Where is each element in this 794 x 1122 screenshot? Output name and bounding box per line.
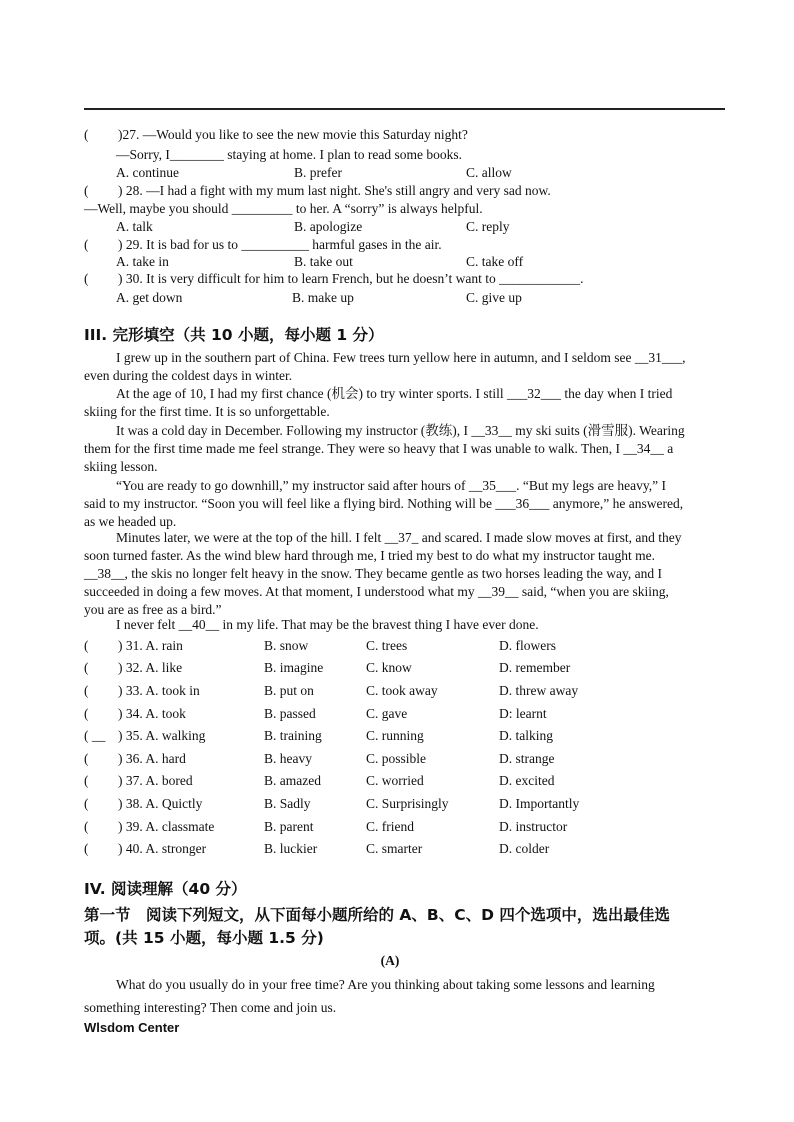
option: B. apologize [294, 219, 363, 234]
cloze-paragraph: Minutes later, we were at the top of the hill. I felt __37_ and scared. I made slow moves at first, and they soon turned faster. As the wind blew hard through me, I tried my best to do what my instructor taught me. __38__, the skis no longer felt heavy in the snow. They became gentle as two horses leading the way, and I succeeded in doing a few moves. At that moment, I understood what my __39__ said, “when you are skiing, you are as free as a bird.” [84, 530, 682, 617]
cloze-option-d: D. colder [499, 841, 550, 856]
cloze-option-d: D. Importantly [499, 796, 580, 811]
cloze-option-d: D: learnt [499, 706, 547, 721]
answer-paren: ( [84, 706, 89, 721]
cloze-option-c: C. gave [366, 706, 408, 721]
answer-paren: ( [84, 819, 89, 834]
cloze-option-d: D. flowers [499, 638, 556, 653]
cloze-paragraph: At the age of 10, I had my first chance (机会) to try winter sports. I still ___32___ the day when I tried skiing for the first time. It is so unforgettable. [84, 386, 673, 419]
cloze-option-d: D. excited [499, 773, 555, 788]
section-4-instruction: 第一节 阅读下列短文，从下面每小题所给的 A、B、C、D 四个选项中，选出最佳选项。(共 15 小题，每小题 1.5 分) [84, 906, 670, 947]
option: A. take in [116, 254, 169, 269]
answer-paren: ( [84, 183, 89, 198]
option: C. take off [466, 254, 524, 269]
answer-paren: ( [84, 796, 89, 811]
question-28-reply: —Well, maybe you should _________ to her. A “sorry” is always helpful. [84, 201, 483, 216]
cloze-option-a: ) 33. A. took in [118, 683, 200, 698]
cloze-option-a: ) 34. A. took [118, 706, 186, 721]
cloze-option-a: ) 32. A. like [118, 660, 183, 675]
cloze-paragraph: It was a cold day in December. Following my instructor (教练), I __33__ my ski suits (滑雪服). Wearing them for the first time made me feel strange. They were so heavy that I was unable to walk. Then, I __34__ a skiing lesson. [84, 423, 685, 474]
question-28-stem: ) 28. —I had a fight with my mum last night. She's still angry and very sad now. [118, 183, 551, 198]
cloze-option-b: B. snow [264, 638, 309, 653]
answer-paren: ( [84, 773, 89, 788]
passage-label: (A) [380, 953, 400, 968]
question-29-stem: ) 29. It is bad for us to __________ harmful gases in the air. [118, 237, 442, 252]
cloze-paragraph: I grew up in the southern part of China. Few trees turn yellow here in autumn, and I seldom see __31___, even during the coldest days in winter. [84, 350, 686, 383]
cloze-option-a: ) 38. A. Quictly [118, 796, 203, 811]
cloze-paragraph: “You are ready to go downhill,” my instructor said after hours of __35___. “But my legs are heavy,” I said to my instructor. “Soon you will feel like a flying bird. Nothing will be ___36___ anymore,” he answered, as we headed up. [84, 478, 684, 529]
option: A. talk [116, 219, 153, 234]
cloze-option-b: B. heavy [264, 751, 312, 766]
cloze-option-d: D. threw away [499, 683, 579, 698]
option: C. allow [466, 165, 512, 180]
center-name: Wlsdom Center [84, 1020, 180, 1035]
cloze-option-d: D. talking [499, 728, 553, 743]
cloze-option-b: B. luckier [264, 841, 318, 856]
answer-paren: ( __ [84, 728, 106, 743]
cloze-option-a: ) 39. A. classmate [118, 819, 215, 834]
option: C. reply [466, 219, 510, 234]
cloze-option-a: ) 37. A. bored [118, 773, 193, 788]
cloze-option-d: D. instructor [499, 819, 568, 834]
question-27-reply: —Sorry, I________ staying at home. I plan to read some books. [116, 147, 462, 162]
cloze-option-c: C. worried [366, 773, 424, 788]
answer-paren: ( [84, 841, 89, 856]
cloze-option-d: D. remember [499, 660, 571, 675]
option: B. prefer [294, 165, 342, 180]
answer-paren: ( [84, 127, 89, 142]
cloze-option-c: C. took away [366, 683, 438, 698]
option: B. take out [294, 254, 353, 269]
section-4-heading: IV. 阅读理解（40 分） [84, 880, 247, 898]
option: B. make up [292, 290, 354, 305]
cloze-option-c: C. running [366, 728, 424, 743]
option: A. continue [116, 165, 179, 180]
answer-paren: ( [84, 660, 89, 675]
cloze-option-b: B. Sadly [264, 796, 311, 811]
cloze-option-a: ) 36. A. hard [118, 751, 186, 766]
cloze-option-b: B. imagine [264, 660, 324, 675]
question-30-stem: ) 30. It is very difficult for him to learn French, but he doesn’t want to ____________. [118, 271, 584, 286]
cloze-option-c: C. know [366, 660, 412, 675]
cloze-option-a: ) 31. A. rain [118, 638, 183, 653]
cloze-option-b: B. put on [264, 683, 314, 698]
answer-paren: ( [84, 751, 89, 766]
option: A. get down [116, 290, 183, 305]
cloze-paragraph: I never felt __40__ in my life. That may be the bravest thing I have ever done. [116, 617, 539, 632]
cloze-option-b: B. passed [264, 706, 316, 721]
cloze-option-b: B. training [264, 728, 322, 743]
cloze-option-a: ) 40. A. stronger [118, 841, 207, 856]
answer-paren: ( [84, 638, 89, 653]
option: C. give up [466, 290, 522, 305]
cloze-option-a: ) 35. A. walking [118, 728, 206, 743]
header-rule [84, 108, 725, 110]
cloze-option-c: C. smarter [366, 841, 423, 856]
answer-paren: ( [84, 683, 89, 698]
cloze-option-c: C. trees [366, 638, 408, 653]
answer-paren: ( [84, 237, 89, 252]
cloze-option-b: B. amazed [264, 773, 321, 788]
cloze-option-d: D. strange [499, 751, 555, 766]
answer-paren: ( [84, 271, 89, 286]
question-27-stem: )27. —Would you like to see the new movie this Saturday night? [118, 127, 468, 142]
cloze-option-b: B. parent [264, 819, 314, 834]
cloze-option-c: C. possible [366, 751, 427, 766]
cloze-option-c: C. Surprisingly [366, 796, 449, 811]
cloze-option-c: C. friend [366, 819, 414, 834]
section-3-heading: III. 完形填空（共 10 小题，每小题 1 分） [84, 326, 384, 344]
passage-intro: What do you usually do in your free time? Are you thinking about taking some lessons and learning something interesting? Then come and join us. [84, 977, 655, 1015]
